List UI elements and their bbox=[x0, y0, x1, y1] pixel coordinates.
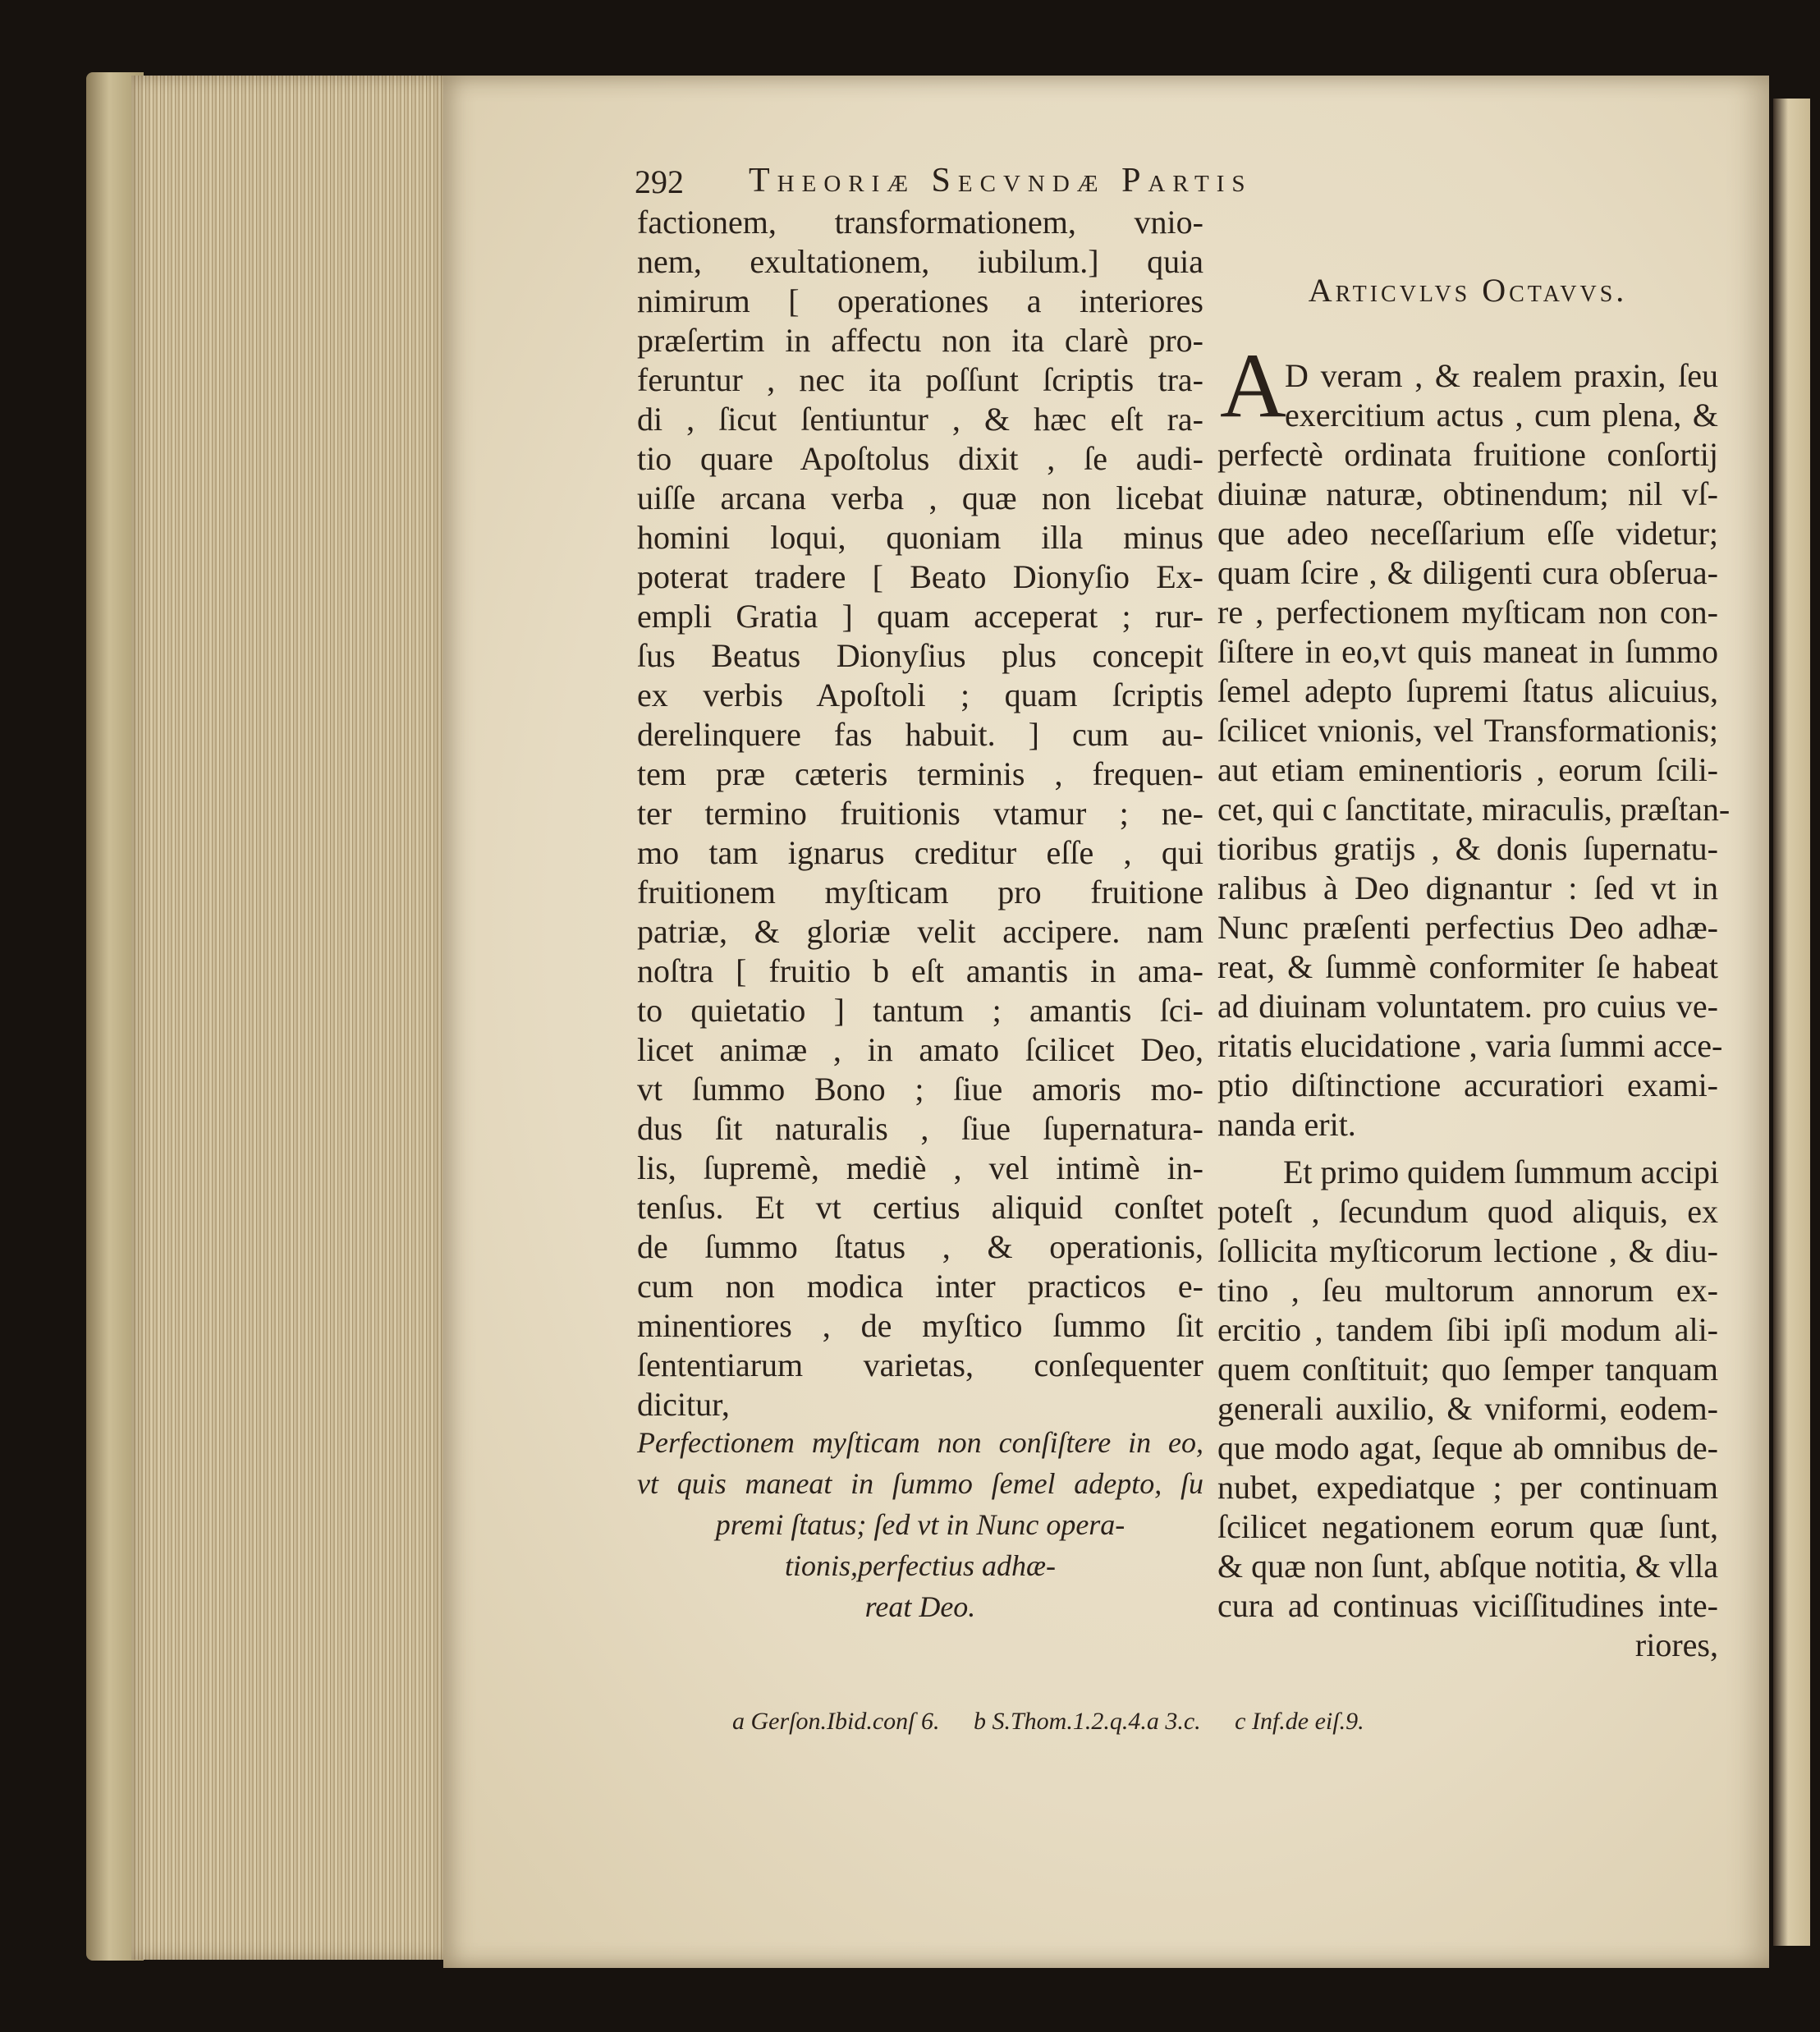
text-line: noſtra [ fruitio b eſt amantis in ama- bbox=[637, 952, 1203, 989]
text-line: cura ad continuas viciſſitudines inte- bbox=[1217, 1587, 1718, 1624]
footnote-a: a Gerſon.Ibid.conſ 6. bbox=[732, 1708, 940, 1735]
text-line: Et primo quidem ſummum accipi bbox=[1283, 1154, 1720, 1190]
text-line: perfectè ordinata fruitione conſortij bbox=[1217, 436, 1718, 473]
text-line: que modo agat, ſeque ab omnibus de- bbox=[1217, 1429, 1718, 1466]
text-line: ptio diſtinctione accuratiori exami- bbox=[1217, 1066, 1718, 1103]
text-line: ex verbis Apoſtoli ; quam ſcriptis bbox=[637, 677, 1203, 713]
text-line: diuinæ naturæ, obtinendum; nil vſ- bbox=[1217, 475, 1718, 512]
right-column-paragraph-2 bbox=[1217, 1153, 1718, 1665]
text-line: reat, & ſummè conformiter ſe habeat bbox=[1217, 948, 1718, 985]
text-line: ſus Beatus Dionyſius plus concepit bbox=[637, 637, 1203, 674]
text-line: reat Deo. bbox=[864, 1590, 976, 1623]
text-line: di , ſicut ſentiuntur , & hæc eſt ra- bbox=[637, 401, 1203, 438]
text-line: cum non modica inter practicos e- bbox=[637, 1268, 1203, 1305]
text-line: aut etiam eminentioris , eorum ſcili- bbox=[1217, 751, 1718, 788]
page-number: 292 bbox=[635, 163, 684, 200]
text-line: exercitium actus , cum plena, & bbox=[1285, 397, 1718, 433]
text-line: nimirum [ operationes a interiores bbox=[637, 282, 1203, 319]
italic-thesis bbox=[637, 1422, 1203, 1627]
text-line: nanda erit. bbox=[1217, 1106, 1356, 1143]
footnotes bbox=[732, 1708, 1392, 1736]
running-head-title: Theoriæ Secvndæ Partis bbox=[749, 162, 1253, 200]
text-line: nem, exultationem, iubilum.] quia bbox=[637, 243, 1203, 280]
text-line: que adeo neceſſarium eſſe videtur; bbox=[1217, 515, 1718, 552]
text-line: D veram , & realem praxin, ſeu bbox=[1285, 357, 1718, 394]
text-line: fruitionem myſticam pro fruitione bbox=[637, 874, 1203, 911]
text-line: ſcilicet vnionis, vel Transformationis; bbox=[1217, 712, 1718, 749]
text-line: empli Gratia ] quam acceperat ; rur- bbox=[637, 598, 1203, 635]
text-line: cet, qui c ſanctitate, miraculis, præſtan- bbox=[1217, 791, 1731, 828]
text-line: de ſummo ſtatus , & operationis, bbox=[637, 1228, 1203, 1265]
text-line: feruntur , nec ita poſſunt ſcriptis tra- bbox=[637, 361, 1203, 398]
text-line: tenſus. Et vt certius aliquid conſtet bbox=[637, 1189, 1203, 1226]
text-line: & quæ non ſunt, abſque notitia, & vlla bbox=[1217, 1548, 1718, 1585]
text-line: tino , ſeu multorum annorum ex- bbox=[1217, 1272, 1718, 1309]
text-line: patriæ, & gloriæ velit accipere. nam bbox=[637, 913, 1203, 950]
text-line: ſemel adepto ſupremi ſtatus alicuius, bbox=[1217, 672, 1718, 709]
text-line: poteſt , ſecundum quod aliquis, ex bbox=[1217, 1193, 1718, 1230]
text-line: vt quis maneat in ſummo ſemel adepto, ſu bbox=[637, 1467, 1203, 1500]
facing-page-edge bbox=[1773, 99, 1810, 1946]
text-line: poterat tradere [ Beato Dionyſio Ex- bbox=[637, 558, 1203, 595]
page-edges bbox=[131, 76, 447, 1960]
text-line: mo tam ignarus creditur eſſe , qui bbox=[637, 834, 1203, 871]
text-line: Perfectionem myſticam non conſiſtere in eo, bbox=[637, 1426, 1203, 1459]
text-line: ad diuinam voluntatem. pro cuius ve- bbox=[1217, 988, 1718, 1025]
text-line: uiſſe arcana verba , quæ non licebat bbox=[637, 479, 1203, 516]
text-line: derelinquere fas habuit. ] cum au- bbox=[637, 716, 1203, 753]
text-line: tionis,perfectius adhæ- bbox=[785, 1549, 1056, 1582]
text-line: re , perfectionem myſticam non con- bbox=[1217, 594, 1718, 631]
text-line: tioribus gratijs , & donis ſupernatu- bbox=[1217, 830, 1718, 867]
text-line: nubet, expediatque ; per continuam bbox=[1217, 1469, 1718, 1506]
text-line: ercitio , tandem ſibi ipſi modum ali- bbox=[1217, 1311, 1718, 1348]
text-line: to quietatio ] tantum ; amantis ſci- bbox=[637, 992, 1203, 1029]
text-line: premi ſtatus; ſed vt in Nunc opera- bbox=[715, 1508, 1125, 1541]
text-line: ſollicita myſticorum lectione , & diu- bbox=[1217, 1232, 1718, 1269]
text-line: ſiſtere in eo,vt quis maneat in ſummo bbox=[1217, 633, 1718, 670]
text-line: factionem, transformationem, vnio- bbox=[637, 204, 1203, 241]
text-line: ritatis elucidatione , varia ſummi acce- bbox=[1217, 1027, 1723, 1064]
drop-cap: A bbox=[1220, 335, 1286, 437]
text-line: Nunc præſenti perfectius Deo adhæ- bbox=[1217, 909, 1718, 946]
text-line: tem præ cæteris terminis , frequen- bbox=[637, 755, 1203, 792]
text-line: homini loqui, quoniam illa minus bbox=[637, 519, 1203, 556]
text-line: dicitur, bbox=[637, 1386, 730, 1423]
text-line: ralibus à Deo dignantur : ſed vt in bbox=[1217, 869, 1718, 906]
text-line: minentiores , de myſtico ſummo ſit bbox=[637, 1307, 1203, 1344]
text-line: ſententiarum varietas, conſequenter bbox=[637, 1346, 1203, 1383]
text-line: riores, bbox=[1634, 1626, 1718, 1663]
text-line: generali auxilio, & vniformi, eodem- bbox=[1217, 1390, 1718, 1427]
text-line: ter termino fruitionis vtamur ; ne- bbox=[637, 795, 1203, 832]
text-line: quam ſcire , & diligenti cura obſerua- bbox=[1217, 554, 1718, 591]
text-line: præſertim in affectu non ita clarè pro- bbox=[637, 322, 1203, 359]
text-line: tio quare Apoſtolus dixit , ſe audi- bbox=[637, 440, 1203, 477]
article-heading: Articvlvs Octavvs. bbox=[1308, 272, 1628, 309]
text-line: ſcilicet negationem eorum quæ ſunt, bbox=[1217, 1508, 1718, 1545]
footnote-b: b S.Thom.1.2.q.4.a 3.c. bbox=[973, 1708, 1201, 1735]
footnote-c: c Inf.de eiſ.9. bbox=[1235, 1708, 1364, 1735]
right-column-paragraph-1 bbox=[1217, 356, 1731, 1144]
text-line: dus ſit naturalis , ſiue ſupernatura- bbox=[637, 1110, 1203, 1147]
text-line: licet animæ , in amato ſcilicet Deo, bbox=[637, 1031, 1203, 1068]
text-line: quem conſtituit; quo ſemper tanquam bbox=[1217, 1351, 1718, 1388]
text-line: vt ſummo Bono ; ſiue amoris mo- bbox=[637, 1071, 1203, 1108]
text-line: lis, ſupremè, mediè , vel intimè in- bbox=[637, 1149, 1203, 1186]
left-column bbox=[637, 203, 1203, 1424]
